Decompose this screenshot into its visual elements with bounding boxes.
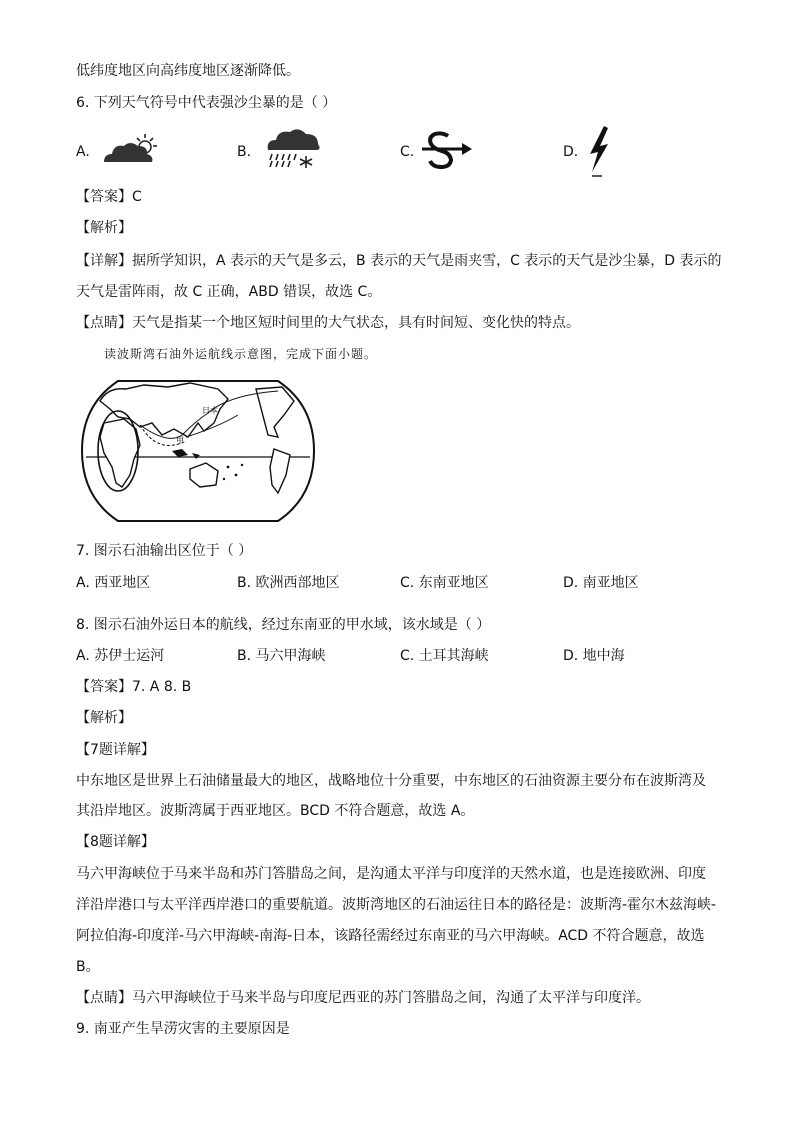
analysis-heading-6: 【解析】 [76, 220, 132, 236]
answer-7-8: 【答案】7. A 8. B [76, 679, 192, 695]
map-label-japan: 日本 [202, 406, 218, 415]
question-6: 6. 下列天气符号中代表强沙尘暴的是（ ） [76, 95, 337, 111]
detail-8-line-3: 阿拉伯海-印度洋-马六甲海峡-南海-日本，该路径需经过东南亚的马六甲海峡。ACD 不符合题意，故选 [76, 928, 705, 944]
answer-6: 【答案】C [76, 189, 142, 205]
question-9: 9. 南亚产生旱涝灾害的主要原因是 [76, 1021, 290, 1037]
q7-option-a: A. 西亚地区 [76, 575, 151, 591]
sandstorm-icon [420, 130, 472, 170]
detail-8-line-1: 马六甲海峡位于马来半岛和苏门答腊岛之间，是沟通太平洋与印度洋的天然水道，也是连接欧洲、印度 [76, 866, 706, 882]
analysis-heading-7-8: 【解析】 [76, 710, 132, 726]
option-b-label: B. [237, 144, 252, 160]
q8-option-d: D. 地中海 [563, 648, 625, 664]
detail-8-heading: 【8题详解】 [76, 834, 155, 850]
note-6: 【点睛】天气是指某一个地区短时间里的大气状态，具有时间短、变化快的特点。 [76, 315, 580, 331]
oil-route-world-map [78, 375, 318, 527]
detail-6-line-1: 【详解】据所学知识，A 表示的天气是多云，B 表示的天气是雨夹雪，C 表示的天气是沙尘暴，D 表示的 [76, 253, 722, 269]
q7-option-c: C. 东南亚地区 [400, 575, 489, 591]
detail-8-line-2: 洋沿岸港口与太平洋西岸港口的重要航道。波斯湾地区的石油运往日本的路径是：波斯湾-霍尔木兹海峡- [76, 897, 717, 913]
q8-option-b: B. 马六甲海峡 [237, 648, 326, 664]
text-line: 低纬度地区向高纬度地区逐渐降低。 [76, 63, 300, 79]
option-d-label: D. [563, 144, 579, 160]
option-a-label: A. [76, 144, 90, 160]
detail-6-line-2: 天气是雷阵雨，故 C 正确，ABD 错误，故选 C。 [76, 284, 382, 300]
q8-option-c: C. 土耳其海峡 [400, 648, 489, 664]
detail-7-heading: 【7题详解】 [76, 742, 155, 758]
question-7: 7. 图示石油输出区位于（ ） [76, 543, 253, 559]
thunderstorm-icon [584, 124, 614, 178]
question-8: 8. 图示石油外运日本的航线，经过东南亚的甲水域，该水域是（ ） [76, 617, 491, 633]
note-8: 【点睛】马六甲海峡位于马来半岛与印度尼西亚的苏门答腊岛之间，沟通了太平洋与印度洋。 [76, 990, 650, 1006]
q7-option-d: D. 南亚地区 [563, 575, 639, 591]
q7-option-b: B. 欧洲西部地区 [237, 575, 340, 591]
detail-7-line-2: 其沿岸地区。波斯湾属于西亚地区。BCD 不符合题意，故选 A。 [76, 803, 475, 819]
partly-cloudy-icon [100, 132, 162, 166]
map-label-jia: 甲 [176, 436, 184, 445]
detail-8-line-4: B。 [76, 959, 100, 975]
option-c-label: C. [400, 144, 415, 160]
map-caption: 读波斯湾石油外运航线示意图，完成下面小题。 [104, 347, 378, 361]
sleet-icon [264, 128, 322, 170]
detail-7-line-1: 中东地区是世界上石油储量最大的地区，战略地位十分重要，中东地区的石油资源主要分布在波斯湾及 [76, 773, 706, 789]
q8-option-a: A. 苏伊士运河 [76, 648, 165, 664]
